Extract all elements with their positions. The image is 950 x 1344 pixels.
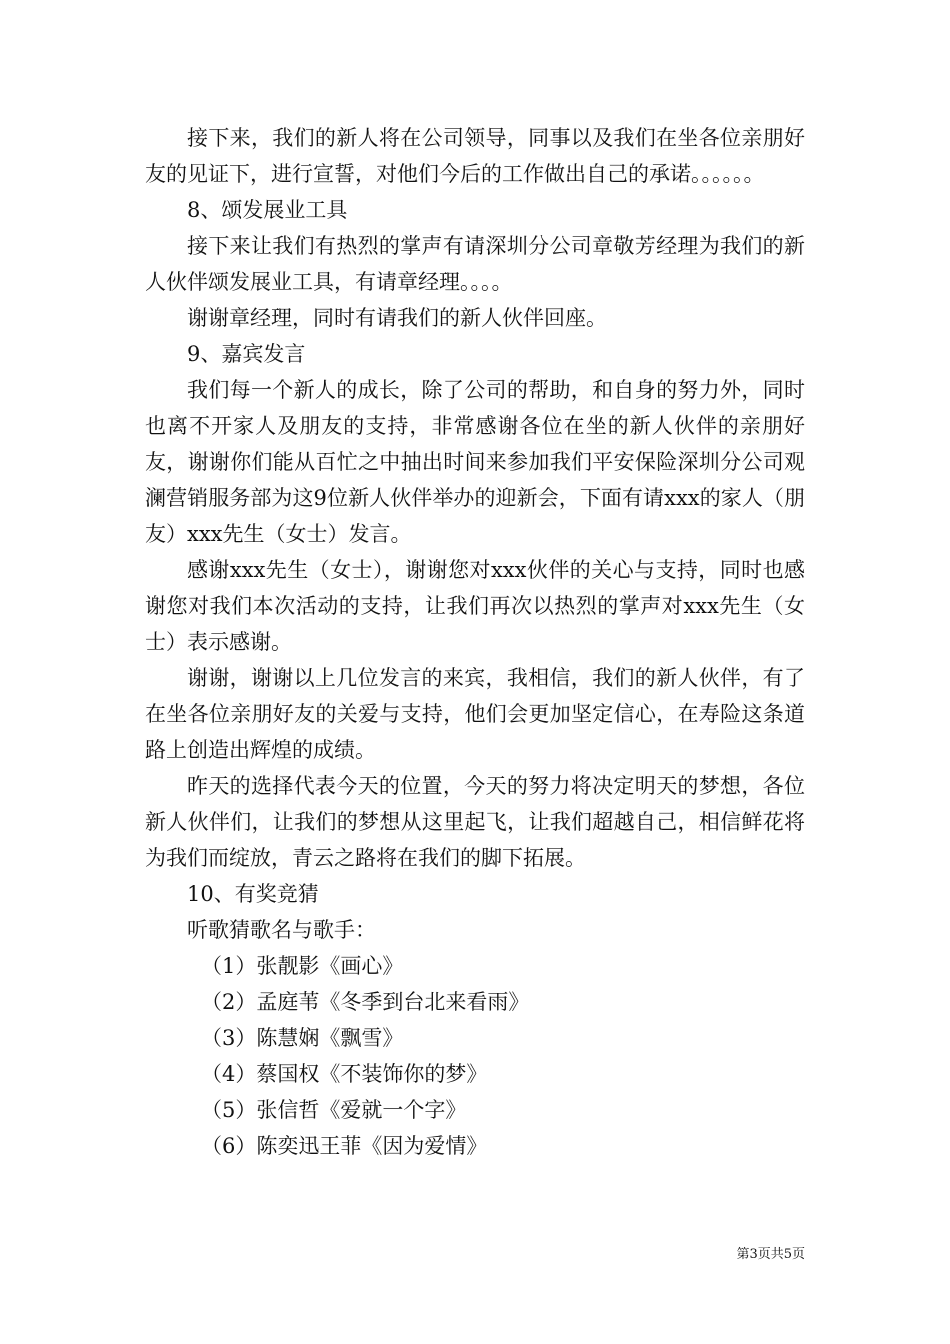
song-item: （2）孟庭苇《冬季到台北来看雨》 xyxy=(201,990,530,1014)
paragraph-guest-thanks: 感谢xxx先生（女士），谢谢您对xxx伙伴的关心与支持，同时也感谢您对我们本次活动的支持，让我们再次以热烈的掌声对xxx先生（女士）表示感谢。 xyxy=(145,558,805,654)
paragraph-guest-intro: 我们每一个新人的成长，除了公司的帮助，和自身的努力外，同时也离不开家人及朋友的支持，非常感谢各位在坐的新人伙伴的亲朋好友，谢谢你们能从百忙之中抽出时间来参加我们平安保险深圳分公司观澜营销服务部为这9位新人伙伴举办的迎新会，下面有请xxx的家人（朋友）xxx先生（女士）发言。 xyxy=(145,378,805,546)
song-item: （5）张信哲《爱就一个字》 xyxy=(201,1098,467,1122)
heading-guest-speech: 9、嘉宾发言 xyxy=(187,342,306,366)
page-number: 第3页共5页 xyxy=(736,1247,805,1262)
song-item: （3）陈慧娴《飘雪》 xyxy=(201,1026,404,1050)
paragraph-thanks-manager: 谢谢章经理，同时有请我们的新人伙伴回座。 xyxy=(187,306,607,330)
song-item: （1）张靓影《画心》 xyxy=(201,954,404,978)
paragraph-closing-thanks: 谢谢，谢谢以上几位发言的来宾，我相信，我们的新人伙伴，有了在坐各位亲朋好友的关爱与支持，他们会更加坚定信心，在寿险这条道路上创造出辉煌的成绩。 xyxy=(145,666,805,762)
paragraph-tools: 接下来让我们有热烈的掌声有请深圳分公司章敬芳经理为我们的新人伙伴颂发展业工具，有请章经理。。。。 xyxy=(145,234,805,294)
paragraph-dream: 昨天的选择代表今天的位置，今天的努力将决定明天的梦想，各位新人伙伴们，让我们的梦想从这里起飞，让我们超越自己，相信鲜花将为我们而绽放，青云之路将在我们的脚下拓展。 xyxy=(145,774,805,870)
paragraph-quiz-intro: 听歌猜歌名与歌手： xyxy=(187,918,376,942)
heading-tools: 8、颂发展业工具 xyxy=(187,198,348,222)
document-body xyxy=(145,120,805,1164)
song-item: （6）陈奕迅王菲《因为爱情》 xyxy=(201,1134,488,1158)
heading-quiz: 10、有奖竞猜 xyxy=(187,882,319,906)
paragraph-oath: 接下来，我们的新人将在公司领导，同事以及我们在坐各位亲朋好友的见证下，进行宣誓，对他们今后的工作做出自己的承诺。。。。。。 xyxy=(145,126,805,186)
song-item: （4）蔡国权《不装饰你的梦》 xyxy=(201,1062,488,1086)
